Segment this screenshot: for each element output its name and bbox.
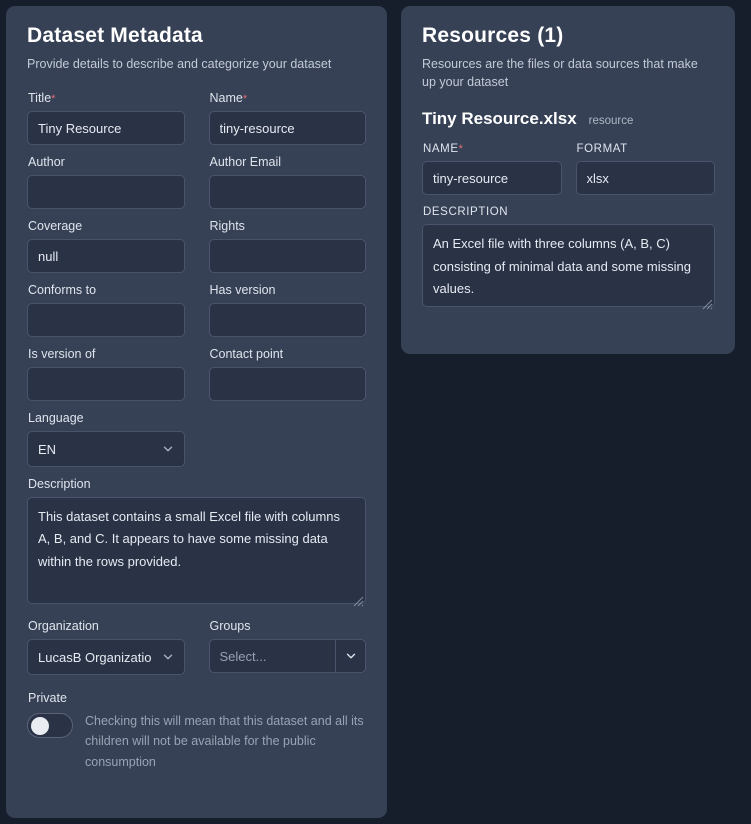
resource-format-label: FORMAT <box>576 143 628 156</box>
has-version-label: Has version <box>209 283 276 298</box>
resource-row-name-format <box>422 143 715 195</box>
required-marker: * <box>51 93 56 106</box>
field-is-version-of <box>27 347 185 401</box>
form-row-author <box>27 155 366 209</box>
form-row-coverage-rights <box>27 219 366 273</box>
title-input[interactable] <box>27 111 185 145</box>
resources-panel <box>401 6 735 354</box>
resource-description-label: DESCRIPTION <box>423 206 509 219</box>
conforms-to-label: Conforms to <box>28 283 97 298</box>
description-label: Description <box>28 477 91 492</box>
form-row-title-name <box>27 91 366 145</box>
resources-column <box>401 6 735 818</box>
author-email-label: Author Email <box>209 155 282 170</box>
name-label <box>210 91 367 105</box>
page-title: Dataset Metadata <box>27 24 203 47</box>
organization-select-value: LucasB Organizatio <box>27 639 185 675</box>
title-label-text: Title <box>28 91 52 106</box>
rights-input[interactable] <box>209 239 367 273</box>
field-organization <box>27 619 185 675</box>
required-marker: * <box>242 93 248 106</box>
private-note: Checking this will mean that this dataset and all its children will not be available for the public consumption <box>85 714 364 769</box>
field-conforms-to <box>27 283 185 337</box>
dataset-metadata-panel <box>6 6 387 818</box>
page-subtitle: Provide details to describe and categorize your dataset <box>27 57 332 71</box>
field-name <box>209 91 367 145</box>
resource-name-label <box>423 143 562 155</box>
field-resource-name <box>422 143 562 195</box>
contact-point-input[interactable] <box>209 367 367 401</box>
field-title <box>27 91 185 145</box>
field-groups <box>209 619 367 675</box>
conforms-to-input[interactable] <box>27 303 185 337</box>
name-label-text: Name <box>209 91 243 106</box>
form-row-isversion-contact <box>27 347 366 401</box>
is-version-of-input[interactable] <box>27 367 185 401</box>
groups-label: Groups <box>209 619 251 634</box>
groups-select[interactable] <box>209 639 367 673</box>
author-label: Author <box>28 155 65 170</box>
field-has-version <box>209 283 367 337</box>
private-toggle-row <box>27 711 366 772</box>
coverage-input[interactable] <box>27 239 185 273</box>
private-toggle-knob <box>31 717 49 735</box>
field-resource-format <box>576 143 716 195</box>
language-select[interactable] <box>27 431 185 467</box>
field-language <box>27 411 185 467</box>
field-resource-description <box>422 206 715 312</box>
resource-header <box>422 109 715 129</box>
chevron-down-icon <box>344 649 358 663</box>
required-marker: * <box>458 143 464 156</box>
resources-subtitle: Resources are the files or data sources that make up your dataset <box>422 57 698 90</box>
resource-format-input[interactable] <box>576 161 716 195</box>
field-author-email <box>209 155 367 209</box>
description-textarea-wrap <box>27 497 366 609</box>
resource-filename: Tiny Resource.xlsx <box>422 109 577 129</box>
field-language-spacer <box>209 411 367 467</box>
private-field <box>27 691 366 772</box>
field-description <box>27 477 366 609</box>
form-row-conforms-version <box>27 283 366 337</box>
groups-dropdown-button[interactable] <box>335 640 365 672</box>
resource-description-textarea[interactable] <box>422 224 715 307</box>
resource-name-label-text: NAME <box>423 143 459 156</box>
resources-title: Resources (1) <box>422 24 564 47</box>
name-input[interactable] <box>209 111 367 145</box>
resource-name-input[interactable] <box>422 161 562 195</box>
author-input[interactable] <box>27 175 185 209</box>
field-author <box>27 155 185 209</box>
organization-select[interactable] <box>27 639 185 675</box>
rights-label: Rights <box>209 219 245 234</box>
field-contact-point <box>209 347 367 401</box>
organization-label: Organization <box>28 619 99 634</box>
language-label: Language <box>28 411 84 426</box>
field-coverage <box>27 219 185 273</box>
contact-point-label: Contact point <box>209 347 284 362</box>
groups-placeholder: Select... <box>219 648 267 664</box>
form-row-description <box>27 477 366 609</box>
resource-type-badge: resource <box>588 115 634 128</box>
resource-description-wrap <box>422 224 715 312</box>
is-version-of-label: Is version of <box>28 347 96 362</box>
description-textarea[interactable] <box>27 497 366 604</box>
has-version-input[interactable] <box>209 303 367 337</box>
form-row-language <box>27 411 366 467</box>
coverage-label: Coverage <box>28 219 83 234</box>
author-email-input[interactable] <box>209 175 367 209</box>
title-label <box>28 91 185 105</box>
private-toggle[interactable] <box>27 713 73 738</box>
field-rights <box>209 219 367 273</box>
private-label: Private <box>28 691 67 706</box>
form-row-org-groups <box>27 619 366 675</box>
language-select-value: EN <box>27 431 185 467</box>
